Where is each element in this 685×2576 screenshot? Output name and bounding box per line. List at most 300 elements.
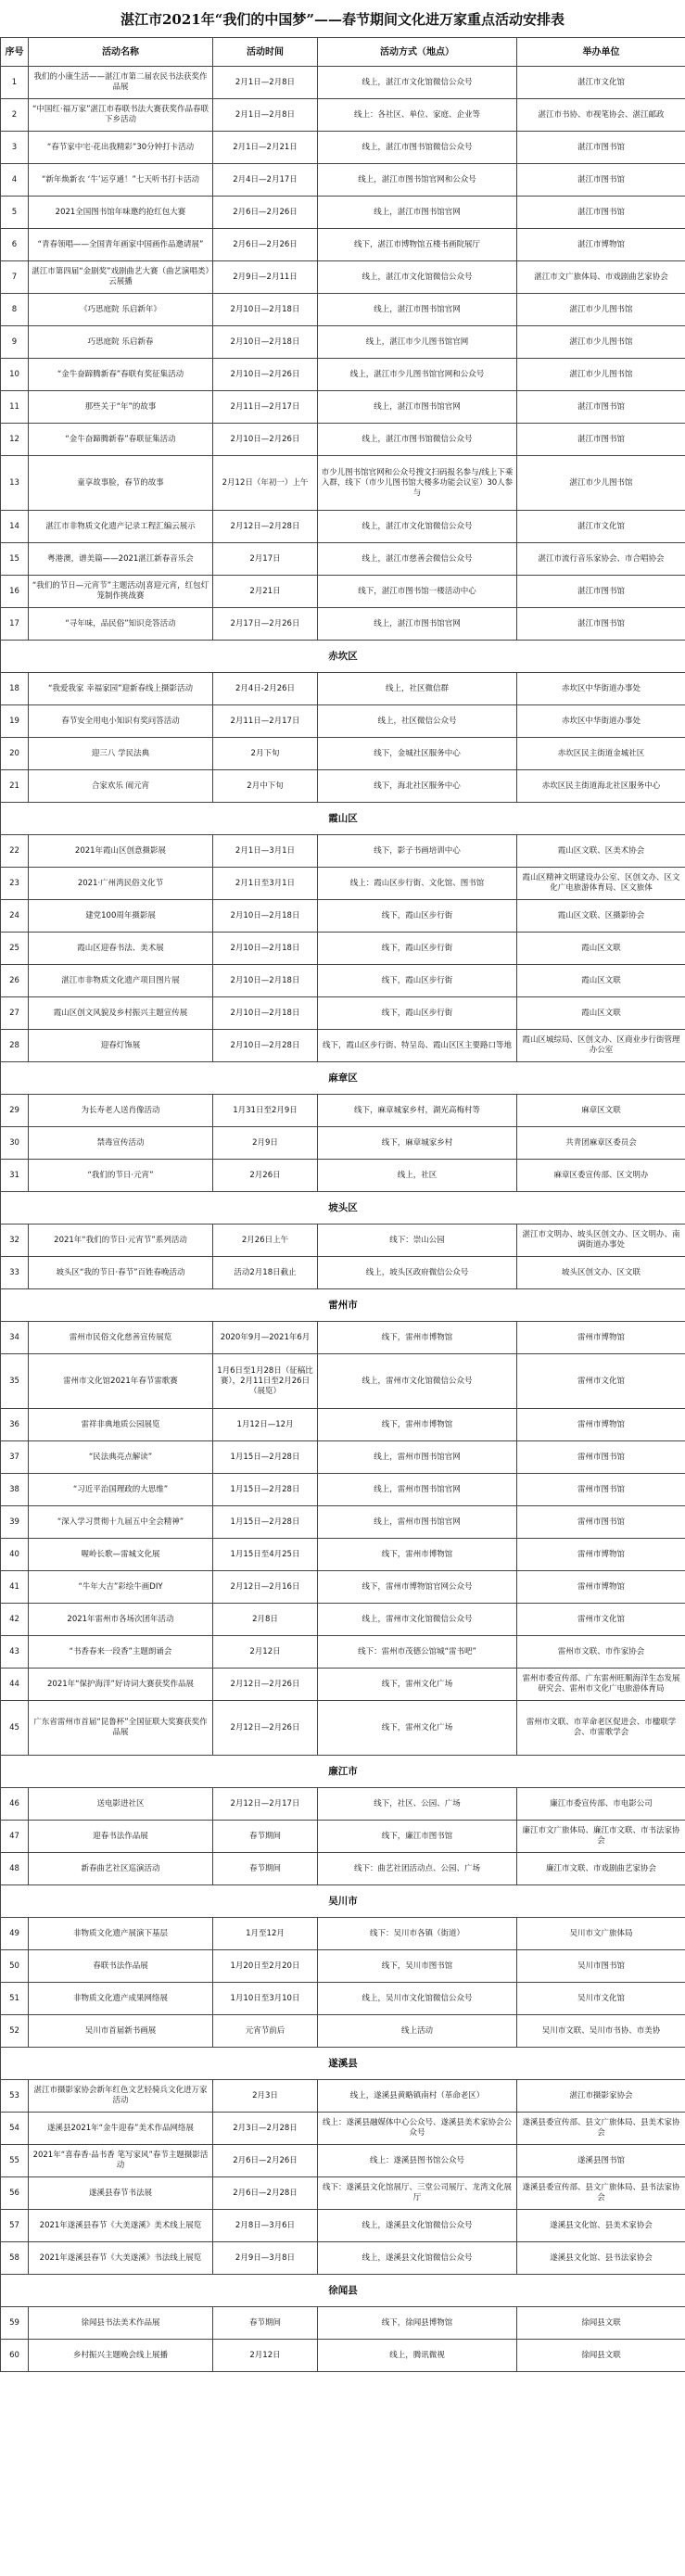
table-row [1, 1030, 685, 1062]
cell-time: 2月1日—2月21日 [213, 132, 318, 164]
table-row [1, 1950, 685, 1983]
cell-method: 线下：曲艺社团活动点、公园、广场 [318, 1853, 517, 1885]
cell-org: 湛江市图书馆 [517, 197, 685, 229]
cell-time: 2月12日—2月26日 [213, 1701, 318, 1756]
table-row [1, 2145, 685, 2177]
cell-name: “牛年大吉”彩绘牛画DIY [29, 1571, 213, 1604]
cell-org: 雷州市文联、市苹命老区促进会、市楹联学会、市雷歌学会 [517, 1701, 685, 1756]
cell-no: 41 [1, 1571, 29, 1604]
cell-org: 吴川市文广旅体局 [517, 1918, 685, 1950]
cell-org: 赤坎区中华街道办事处 [517, 673, 685, 705]
cell-time: 2月1日至3月1日 [213, 868, 318, 900]
cell-time: 1月20日至2月20日 [213, 1950, 318, 1983]
header-method: 活动方式（地点） [318, 38, 517, 67]
cell-method: 线上，坡头区政府微信公众号 [318, 1257, 517, 1289]
cell-org: 湛江市图书馆 [517, 424, 685, 456]
cell-method: 线下，廉江市图书馆 [318, 1821, 517, 1853]
cell-no: 3 [1, 132, 29, 164]
cell-no: 59 [1, 2307, 29, 2340]
cell-method: 线上：霞山区步行街、文化馆、图书馆 [318, 868, 517, 900]
cell-org: 雷州市博物馆 [517, 1409, 685, 1441]
cell-method: 线上，湛江市少儿图书馆官网 [318, 326, 517, 359]
cell-org: 雷州市博物馆 [517, 1539, 685, 1571]
cell-org: 雷州市委宣传部、广东雷州旺顺海洋生态发展研究会、雷州市文化广电旅游体育局 [517, 1669, 685, 1701]
section-title: 遂溪县 [1, 2048, 685, 2080]
table-row [1, 1225, 685, 1257]
cell-no: 13 [1, 456, 29, 511]
table-row [1, 1474, 685, 1506]
cell-method: 线下：崇山公园 [318, 1225, 517, 1257]
cell-org: 湛江市少儿图书馆 [517, 359, 685, 391]
cell-method: 线下，雷州市博物馆官网公众号 [318, 1571, 517, 1604]
cell-name: “我们的节日·元宵” [29, 1160, 213, 1192]
table-row [1, 1636, 685, 1669]
cell-name: 2021年雷州市各场次团年活动 [29, 1604, 213, 1636]
table-row [1, 965, 685, 997]
cell-org: 湛江市少儿图书馆 [517, 294, 685, 326]
cell-method: 线上，湛江市图书馆官网 [318, 294, 517, 326]
cell-time: 1月15日—2月28日 [213, 1506, 318, 1539]
cell-method: 线上，社区微信群 [318, 673, 517, 705]
table-row [1, 608, 685, 641]
cell-no: 39 [1, 1506, 29, 1539]
cell-name: 遂溪县春节书法展 [29, 2177, 213, 2210]
cell-no: 7 [1, 261, 29, 294]
cell-name: 湛江市第四届“金剧奖”戏剧曲艺大赛（曲艺演唱类）云展播 [29, 261, 213, 294]
cell-method: 线下，霞山区步行街 [318, 965, 517, 997]
cell-no: 20 [1, 738, 29, 770]
cell-org: 霞山区文联 [517, 933, 685, 965]
cell-name: 我们的小康生活——湛江市第二届农民书法获奖作品展 [29, 67, 213, 99]
cell-name: 遂溪县2021年“金牛迎春”美术作品网络展 [29, 2113, 213, 2145]
cell-no: 51 [1, 1983, 29, 2015]
cell-no: 2 [1, 99, 29, 132]
cell-method: 线下，湛江市博物馆五楼书画院展厅 [318, 229, 517, 261]
cell-method: 线下，雷州市博物馆 [318, 1409, 517, 1441]
cell-name: “中国红·福万家”湛江市春联书法大赛获奖作品春联下乡活动 [29, 99, 213, 132]
cell-time: 2月10日—2月26日 [213, 424, 318, 456]
cell-name: 2021全国图书馆年味邀约抢红包大赛 [29, 197, 213, 229]
cell-org: 霞山区城综局、区创文办、区商业步行街管理办公室 [517, 1030, 685, 1062]
cell-name: “我们的节日—元宵节”主题活动|喜迎元宵，红包灯笼制作挑战赛 [29, 576, 213, 608]
cell-no: 57 [1, 2210, 29, 2242]
cell-method: 线上，遂溪县文化馆微信公众号 [318, 2242, 517, 2275]
cell-org: 雷州市文化馆 [517, 1604, 685, 1636]
table-row [1, 2177, 685, 2210]
cell-method: 线上，遂溪县黄略镇南村（革命老区） [318, 2080, 517, 2113]
cell-method: 线上，湛江市图书馆官网和公众号 [318, 164, 517, 197]
cell-time: 2月12日—2月16日 [213, 1571, 318, 1604]
cell-no: 32 [1, 1225, 29, 1257]
cell-name: 迎三八 学民法典 [29, 738, 213, 770]
cell-method: 线上，湛江市文化馆微信公众号 [318, 511, 517, 543]
cell-org: 霞山区文联 [517, 965, 685, 997]
cell-org: 遂溪县图书馆 [517, 2145, 685, 2177]
table-body [1, 67, 685, 2372]
cell-no: 31 [1, 1160, 29, 1192]
table-row [1, 2210, 685, 2242]
cell-time: 2月1日—2月8日 [213, 99, 318, 132]
cell-org: 湛江市书协、市视笔协会、湛江邮政 [517, 99, 685, 132]
cell-time: 2月1日—3月1日 [213, 835, 318, 868]
cell-org: 湛江市文明办、坡头区创文办、区文明办、南调街道办事处 [517, 1225, 685, 1257]
table-row [1, 997, 685, 1030]
cell-org: 雷州市图书馆 [517, 1506, 685, 1539]
cell-name: 《巧思庭院 乐启新年》 [29, 294, 213, 326]
table-row [1, 391, 685, 424]
cell-org: 坡头区创文办、区文联 [517, 1257, 685, 1289]
cell-method: 线上，雷州市图书馆官网 [318, 1474, 517, 1506]
cell-method: 线下，海北社区服务中心 [318, 770, 517, 803]
cell-org: 湛江市摄影家协会 [517, 2080, 685, 2113]
cell-time: 2月12日 [213, 2340, 318, 2372]
section-header-row [1, 641, 685, 673]
cell-org: 湛江市文广旅体局、市戏剧曲艺家协会 [517, 261, 685, 294]
cell-name: 徐闻县书法美术作品展 [29, 2307, 213, 2340]
section-title: 赤坎区 [1, 641, 685, 673]
cell-no: 14 [1, 511, 29, 543]
cell-org: 湛江市文化馆 [517, 511, 685, 543]
table-row [1, 2015, 685, 2048]
cell-org: 雷州市图书馆 [517, 1441, 685, 1474]
cell-org: 雷州市博物馆 [517, 1571, 685, 1604]
cell-time: 1月至12月 [213, 1918, 318, 1950]
cell-org: 廉江市文联、市戏剧曲艺家协会 [517, 1853, 685, 1885]
cell-no: 18 [1, 673, 29, 705]
table-row [1, 197, 685, 229]
cell-name: 2021年遂溪县春节《大美遂溪》美术线上展览 [29, 2210, 213, 2242]
section-header-row [1, 1756, 685, 1788]
table-row [1, 1409, 685, 1441]
cell-org: 徐闻县文联 [517, 2307, 685, 2340]
cell-time: 2月10日—2月18日 [213, 900, 318, 933]
cell-no: 43 [1, 1636, 29, 1669]
table-row [1, 673, 685, 705]
cell-no: 46 [1, 1788, 29, 1821]
cell-no: 21 [1, 770, 29, 803]
cell-name: “习近平治国理政的大思维” [29, 1474, 213, 1506]
cell-no: 47 [1, 1821, 29, 1853]
cell-no: 35 [1, 1354, 29, 1409]
cell-name: 乡村振兴主题晚会线上展播 [29, 2340, 213, 2372]
table-row [1, 424, 685, 456]
cell-name: 粤港澳，谱美篇——2021湛江新春音乐会 [29, 543, 213, 576]
cell-name: “民法典亮点解读” [29, 1441, 213, 1474]
table-row [1, 1506, 685, 1539]
cell-org: 遂溪县文化馆、县美术家协会 [517, 2210, 685, 2242]
cell-time: 2月11日—2月17日 [213, 391, 318, 424]
cell-name: “春节家中宅·花出我精彩”30分钟打卡活动 [29, 132, 213, 164]
cell-method: 线下，雷州市博物馆 [318, 1539, 517, 1571]
cell-time: 1月10日至3月10日 [213, 1983, 318, 2015]
section-title: 雷州市 [1, 1289, 685, 1322]
cell-name: 新春曲艺社区巡演活动 [29, 1853, 213, 1885]
cell-method: 线下，麻章城家乡村，湖光高梅村等 [318, 1095, 517, 1127]
table-row [1, 2307, 685, 2340]
table-row [1, 835, 685, 868]
cell-time: 2月12日（年初一）上午 [213, 456, 318, 511]
cell-org: 霞山区精神文明建设办公室、区创文办、区文化广电旅游体育局、区文旅体 [517, 868, 685, 900]
cell-org: 廉江市文广旅体局、廉江市文联、市书法家协会 [517, 1821, 685, 1853]
cell-no: 54 [1, 2113, 29, 2145]
cell-no: 17 [1, 608, 29, 641]
cell-name: “我爱我家 幸福家园”迎新春线上摄影活动 [29, 673, 213, 705]
cell-name: 建党100周年摄影展 [29, 900, 213, 933]
cell-org: 遂溪县委宣传部、县文广旅体局、县美术家协会 [517, 2113, 685, 2145]
table-row [1, 1669, 685, 1701]
table-row [1, 1604, 685, 1636]
cell-name: 湛江市非物质文化遗产记录工程汇编云展示 [29, 511, 213, 543]
cell-org: 湛江市图书馆 [517, 576, 685, 608]
cell-method: 线下，雷州文化广场 [318, 1701, 517, 1756]
cell-no: 25 [1, 933, 29, 965]
cell-no: 44 [1, 1669, 29, 1701]
table-row [1, 1257, 685, 1289]
cell-no: 37 [1, 1441, 29, 1474]
cell-name: 童享故事脸，春节的故事 [29, 456, 213, 511]
cell-org: 吴川市文联、吴川市书协、市美协 [517, 2015, 685, 2048]
table-row [1, 900, 685, 933]
cell-time: 2月6日—2月26日 [213, 229, 318, 261]
cell-no: 52 [1, 2015, 29, 2048]
cell-no: 8 [1, 294, 29, 326]
cell-method: 线上，雷州市文化馆微信公众号 [318, 1604, 517, 1636]
cell-name: 巧思庭院 乐启新春 [29, 326, 213, 359]
table-row [1, 770, 685, 803]
cell-name: 广东省雷州市首届“昆鲁杯”全国征联大奖赛获奖作品展 [29, 1701, 213, 1756]
cell-no: 53 [1, 2080, 29, 2113]
cell-no: 6 [1, 229, 29, 261]
cell-time: 2月1日—2月8日 [213, 67, 318, 99]
cell-method: 线上，雷州市图书馆官网 [318, 1506, 517, 1539]
cell-no: 49 [1, 1918, 29, 1950]
cell-no: 1 [1, 67, 29, 99]
table-row [1, 1441, 685, 1474]
cell-name: 禁毒宣传活动 [29, 1127, 213, 1160]
table-row [1, 2340, 685, 2372]
cell-no: 42 [1, 1604, 29, 1636]
cell-name: 非物质文化遗产成果网络展 [29, 1983, 213, 2015]
cell-org: 共青团麻章区委员会 [517, 1127, 685, 1160]
cell-time: 2020年9月—2021年6月 [213, 1322, 318, 1354]
table-row [1, 1127, 685, 1160]
cell-method: 线下，徐闻县博物馆 [318, 2307, 517, 2340]
cell-no: 56 [1, 2177, 29, 2210]
cell-name: 霞山区迎春书法、美术展 [29, 933, 213, 965]
cell-name: 2021年“保护海洋”好诗词大赛获奖作品展 [29, 1669, 213, 1701]
cell-no: 36 [1, 1409, 29, 1441]
cell-org: 湛江市流行音乐家协会、市合唱协会 [517, 543, 685, 576]
cell-org: 雷州市文化馆 [517, 1354, 685, 1409]
cell-method: 线上，湛江市少儿图书馆官网和公众号 [318, 359, 517, 391]
cell-org: 湛江市图书馆 [517, 608, 685, 641]
cell-name: “金牛奋蹄腾新春”春联有奖征集活动 [29, 359, 213, 391]
table-row [1, 1322, 685, 1354]
cell-method: 线下，湛江市图书馆一楼活动中心 [318, 576, 517, 608]
cell-name: 春节安全用电小知识有奖问答活动 [29, 705, 213, 738]
cell-no: 48 [1, 1853, 29, 1885]
cell-time: 2月4日-2月26日 [213, 673, 318, 705]
table-row [1, 1160, 685, 1192]
section-header-row [1, 2275, 685, 2307]
cell-org: 湛江市少儿图书馆 [517, 326, 685, 359]
cell-org: 遂溪县文化馆、县书法家协会 [517, 2242, 685, 2275]
cell-method: 线上，遂溪县文化馆微信公众号 [318, 2210, 517, 2242]
cell-no: 45 [1, 1701, 29, 1756]
section-header-row [1, 803, 685, 835]
cell-time: 1月15日—2月28日 [213, 1441, 318, 1474]
cell-name: 湛江市摄影家协会新年红色文艺轻骑兵文化进万家活动 [29, 2080, 213, 2113]
cell-time: 春节期间 [213, 1821, 318, 1853]
table-row [1, 456, 685, 511]
cell-name: “青春领唱——全国青年画家中国画作品邀请展” [29, 229, 213, 261]
cell-org: 徐闻县文联 [517, 2340, 685, 2372]
table-row [1, 738, 685, 770]
header-no: 序号 [1, 38, 29, 67]
cell-time: 2月8日 [213, 1604, 318, 1636]
cell-no: 23 [1, 868, 29, 900]
cell-name: 2021年“我们的节日·元宵节”系列活动 [29, 1225, 213, 1257]
cell-org: 霞山区文联 [517, 997, 685, 1030]
cell-org: 赤坎区中华街道办事处 [517, 705, 685, 738]
cell-method: 线下：遂溪县文化馆展厅、三堂公司展厅、龙湾文化展厅 [318, 2177, 517, 2210]
cell-time: 2月10日—2月18日 [213, 326, 318, 359]
cell-no: 16 [1, 576, 29, 608]
table-row [1, 294, 685, 326]
cell-name: “深入学习贯彻十九届五中全会精神” [29, 1506, 213, 1539]
cell-method: 线上，雷州市图书馆官网 [318, 1441, 517, 1474]
cell-method: 线下，吴川市图书馆 [318, 1950, 517, 1983]
cell-method: 线上，湛江市文化馆微信公众号 [318, 67, 517, 99]
cell-time: 2月26日 [213, 1160, 318, 1192]
cell-no: 24 [1, 900, 29, 933]
section-title: 吴川市 [1, 1885, 685, 1918]
cell-org: 吴川市文化馆 [517, 1983, 685, 2015]
cell-org: 霞山区文联、区摄影协会 [517, 900, 685, 933]
section-header-row [1, 1885, 685, 1918]
section-header-row [1, 2048, 685, 2080]
cell-name: 吴川市首届新书画展 [29, 2015, 213, 2048]
cell-method: 线上，湛江市图书馆微信公众号 [318, 424, 517, 456]
cell-name: “新年焕新衣 ‘牛’运亨通！”七天听书打卡活动 [29, 164, 213, 197]
table-row [1, 1821, 685, 1853]
cell-method: 线下，霞山区步行街、特呈岛、霞山区区主要路口等地 [318, 1030, 517, 1062]
cell-time: 1月15日至4月25日 [213, 1539, 318, 1571]
table-row [1, 705, 685, 738]
cell-name: 2021年霞山区创意摄影展 [29, 835, 213, 868]
cell-name: 迎春灯饰展 [29, 1030, 213, 1062]
cell-method: 市少儿图书馆官网和公众号搜文扫码报名参与/线上下乘入群，线下（市少儿图书馆大楼多功能会议室）30人参与 [318, 456, 517, 511]
cell-method: 线下，雷州市博物馆 [318, 1322, 517, 1354]
cell-method: 线上，湛江市文化馆微信公众号 [318, 261, 517, 294]
cell-method: 线下，麻章城家乡村 [318, 1127, 517, 1160]
cell-no: 40 [1, 1539, 29, 1571]
cell-method: 线下，社区、公园、广场 [318, 1788, 517, 1821]
cell-org: 雷州市文联、市作家协会 [517, 1636, 685, 1669]
cell-time: 2月10日—2月28日 [213, 1030, 318, 1062]
cell-time: 2月6日—2月26日 [213, 2145, 318, 2177]
table-row [1, 1701, 685, 1756]
cell-method: 线上：各社区、单位、家庭、企业等 [318, 99, 517, 132]
cell-name: 非物质文化遗产展演下基层 [29, 1918, 213, 1950]
cell-time: 2月6日—2月28日 [213, 2177, 318, 2210]
table-row [1, 576, 685, 608]
cell-name: 霞山区创文风貌及乡村振兴主题宣传展 [29, 997, 213, 1030]
table-header-row [1, 38, 685, 67]
cell-method: 线下：吴川市各镇（街道） [318, 1918, 517, 1950]
section-title: 麻章区 [1, 1062, 685, 1095]
cell-name: 雷州市民俗文化慈善宣传展览 [29, 1322, 213, 1354]
cell-time: 2月10日—2月18日 [213, 997, 318, 1030]
table-row [1, 132, 685, 164]
cell-method: 线下，霞山区步行街 [318, 997, 517, 1030]
cell-time: 2月10日—2月18日 [213, 294, 318, 326]
cell-org: 湛江市博物馆 [517, 229, 685, 261]
cell-method: 线下，雷州文化广场 [318, 1669, 517, 1701]
cell-name: “金牛奋蹄腾新春”春联征集活动 [29, 424, 213, 456]
cell-name: “寻年味，品民俗”知识竞答活动 [29, 608, 213, 641]
table-row [1, 359, 685, 391]
table-row [1, 543, 685, 576]
cell-no: 34 [1, 1322, 29, 1354]
cell-method: 线上：遂溪县融媒体中心公众号、遂溪县美术家协会公众号 [318, 2113, 517, 2145]
section-header-row [1, 1062, 685, 1095]
cell-org: 遂溪县委宣传部、县文广旅体局、县书法家协会 [517, 2177, 685, 2210]
cell-no: 15 [1, 543, 29, 576]
table-row [1, 67, 685, 99]
cell-time: 1月15日—2月28日 [213, 1474, 318, 1506]
cell-time: 春节期间 [213, 2307, 318, 2340]
cell-name: 湛江市非物质文化遗产项目图片展 [29, 965, 213, 997]
cell-time: 元宵节前后 [213, 2015, 318, 2048]
cell-name: 雷祥非典地质公园展览 [29, 1409, 213, 1441]
cell-time: 1月31日至2月9日 [213, 1095, 318, 1127]
cell-time: 2月8日—3月6日 [213, 2210, 318, 2242]
cell-time: 2月12日—2月17日 [213, 1788, 318, 1821]
cell-time: 2月10日—2月18日 [213, 965, 318, 997]
section-title: 徐闻县 [1, 2275, 685, 2307]
cell-name: 2021·广州湾民俗文化节 [29, 868, 213, 900]
cell-org: 赤坎区民主街道海北社区服务中心 [517, 770, 685, 803]
cell-org: 湛江市图书馆 [517, 391, 685, 424]
section-header-row [1, 1192, 685, 1225]
cell-name: 春联书法作品展 [29, 1950, 213, 1983]
cell-no: 55 [1, 2145, 29, 2177]
cell-no: 11 [1, 391, 29, 424]
cell-name: “书香春来一段香”主题朗诵会 [29, 1636, 213, 1669]
cell-time: 2月4日—2月17日 [213, 164, 318, 197]
cell-org: 麻章区文联 [517, 1095, 685, 1127]
cell-name: 雷州市文化馆2021年春节雷歌赛 [29, 1354, 213, 1409]
cell-org: 雷州市图书馆 [517, 1474, 685, 1506]
cell-time: 2月下旬 [213, 738, 318, 770]
cell-name: 为长寿老人送肖像活动 [29, 1095, 213, 1127]
cell-no: 30 [1, 1127, 29, 1160]
cell-no: 4 [1, 164, 29, 197]
table-row [1, 1983, 685, 2015]
table-row [1, 1918, 685, 1950]
cell-no: 19 [1, 705, 29, 738]
cell-method: 线下，影子书画培训中心 [318, 835, 517, 868]
cell-no: 29 [1, 1095, 29, 1127]
cell-time: 2月6日—2月26日 [213, 197, 318, 229]
cell-method: 线上，腾讯微视 [318, 2340, 517, 2372]
section-title: 廉江市 [1, 1756, 685, 1788]
cell-time: 2月12日—2月26日 [213, 1669, 318, 1701]
cell-method: 线上，社区 [318, 1160, 517, 1192]
table-row [1, 2113, 685, 2145]
cell-name: 2021年“喜春香·品书香 笔写家风”春节主题摄影活动 [29, 2145, 213, 2177]
